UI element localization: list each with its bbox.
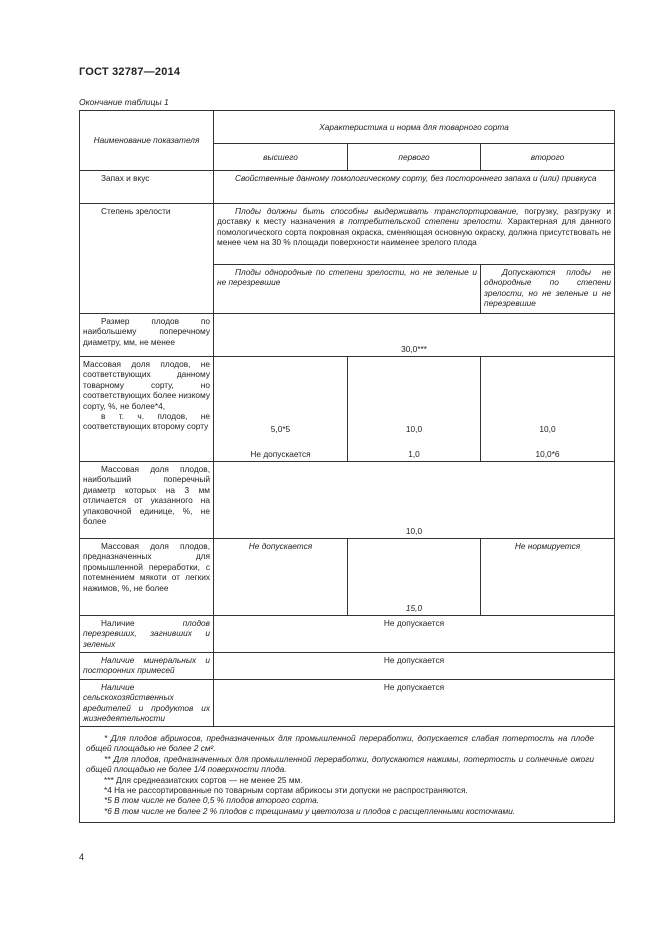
nonconform-second — [481, 357, 615, 462]
nonconform-label-main: Массовая доля плодов, не соответствующих данному товарному сорту, но соответствующих более низкому сорту, %, не более*4, — [83, 359, 210, 411]
quality-table — [79, 110, 615, 823]
page-number: 4 — [79, 852, 85, 862]
ripeness-second: Допускаются плоды не однородные по степени зрелости, но не зеленые и не перезревшие — [481, 265, 615, 314]
nonconform-second-sub: 10,0*6 — [535, 448, 560, 459]
row-label-diameter: Массовая доля плодов, наибольший поперечный диаметр которых на 3 мм отличается от указанного на упаковочной единице, %, не более — [80, 462, 214, 539]
table-row — [80, 653, 615, 680]
nonconform-first-sub: 1,0 — [408, 448, 420, 459]
footnote-5: *5 В том числе не более 0,5 % плодов второго сорта. — [104, 795, 320, 806]
table-header-row — [80, 111, 615, 144]
processing-second: Не нормируется — [481, 539, 615, 616]
row-label-mineral: Наличие минеральных и посторонних примесей — [80, 653, 214, 680]
footnotes-cell — [80, 727, 615, 823]
table-row — [80, 357, 615, 462]
indicator-column-header: Наименование показателя — [80, 111, 214, 171]
footnote-3: *** Для среднеазиатских сортов — не менее 25 мм. — [104, 774, 303, 785]
table-row — [80, 616, 615, 653]
footnote-1: * Для плодов абрикосов, предназначенных для промышленной переработки, допускается слабая потертость на плоде общей площадью не более 2 см². — [86, 733, 595, 754]
row-label-ripeness: Степень зрелости — [80, 204, 214, 314]
row-label-processing: Массовая доля плодов, предназначенных для промышленной переработки, с потемнением мякоти от легких нажимов, %, не более — [80, 539, 214, 616]
nonconform-highest-total: 5,0*5 — [270, 424, 291, 435]
grade-header-highest: высшего — [214, 144, 348, 171]
row-label-size: Размер плодов по наибольшему поперечному диаметру, мм, не менее — [80, 314, 214, 357]
row-value-pests: Не допускается — [214, 680, 615, 727]
ripeness-text-plain: погрузку, разгрузку и доставку к месту назначения — [217, 206, 612, 227]
nonconform-label-sub: в т. ч. плодов, не соответствующих второму сорту — [83, 411, 210, 432]
processing-highest: Не допускается — [214, 539, 348, 616]
table-row — [80, 539, 615, 616]
footnote-6: *6 В том числе не более 2 % плодов с трещинами у цветолоза и плодов с расщепленными косточками. — [104, 805, 516, 816]
table-row — [80, 171, 615, 204]
overripe-label-plain: Наличие — [101, 618, 183, 628]
nonconform-highest — [214, 357, 348, 462]
footnote-4: *4 На не рассортированные по товарным сортам абрикосы эти допуски не распространяются. — [104, 785, 468, 796]
ripeness-text-italic: Плоды должны быть способны выдерживать транспортирование, — [235, 206, 519, 216]
standard-header: ГОСТ 32787—2014 — [79, 66, 181, 78]
footnote-2: ** Для плодов, предназначенных для промышленной переработки, допускаются нажимы, потертость и солнечные ожоги общей площадью не более 1/4 поверхности плода. — [86, 753, 595, 775]
ripeness-text-italic-2: в потребительской степени зрелости. — [339, 216, 504, 227]
ripeness-text-plain-2: Характерная для данного помологического сорта покровная окраска, сменяющая основную окраску, должна присутствовать не менее чем на 30 % площади поверхности наименее зрелого плода — [217, 216, 612, 248]
nonconform-second-total: 10,0 — [539, 424, 556, 435]
row-value-mineral: Не допускается — [214, 653, 615, 680]
grade-header-second: второго — [481, 144, 615, 171]
row-value-size: 30,0*** — [214, 314, 615, 357]
row-value-overripe: Не допускается — [214, 616, 615, 653]
table-row — [80, 204, 615, 265]
row-value-ripeness — [214, 204, 615, 265]
grade-header-first: первого — [348, 144, 481, 171]
table-row — [80, 462, 615, 539]
nonconform-highest-sub: Не допускается — [250, 448, 311, 459]
overripe-label-italic: плодов перезревших, загнивших и зеленых — [83, 618, 210, 649]
table-caption: Окончание таблицы 1 — [79, 97, 169, 107]
nonconform-first-total: 10,0 — [405, 424, 423, 435]
row-value-smell — [214, 171, 615, 204]
row-label-pests: Наличие сельскохозяйственных вредителей и продуктов их жизнедеятельности — [80, 680, 214, 727]
footnotes-row — [80, 727, 615, 823]
smell-value-text: Свойственные данному помологическому сорту, без постороннего запаха и (или) привкуса — [235, 173, 597, 183]
table-row — [80, 314, 615, 357]
row-label-smell: Запах и вкус — [80, 171, 214, 204]
row-label-nonconform — [80, 357, 214, 462]
row-label-overripe — [80, 616, 214, 653]
characteristic-group-header: Характеристика и норма для товарного сорта — [214, 111, 615, 144]
row-value-diameter: 10,0 — [214, 462, 615, 539]
ripeness-highest-first: Плоды однородные по степени зрелости, но не зеленые и не перезревшие — [214, 265, 481, 314]
nonconform-first — [348, 357, 481, 462]
processing-first: 15,0 — [348, 539, 481, 616]
table-row — [80, 680, 615, 727]
